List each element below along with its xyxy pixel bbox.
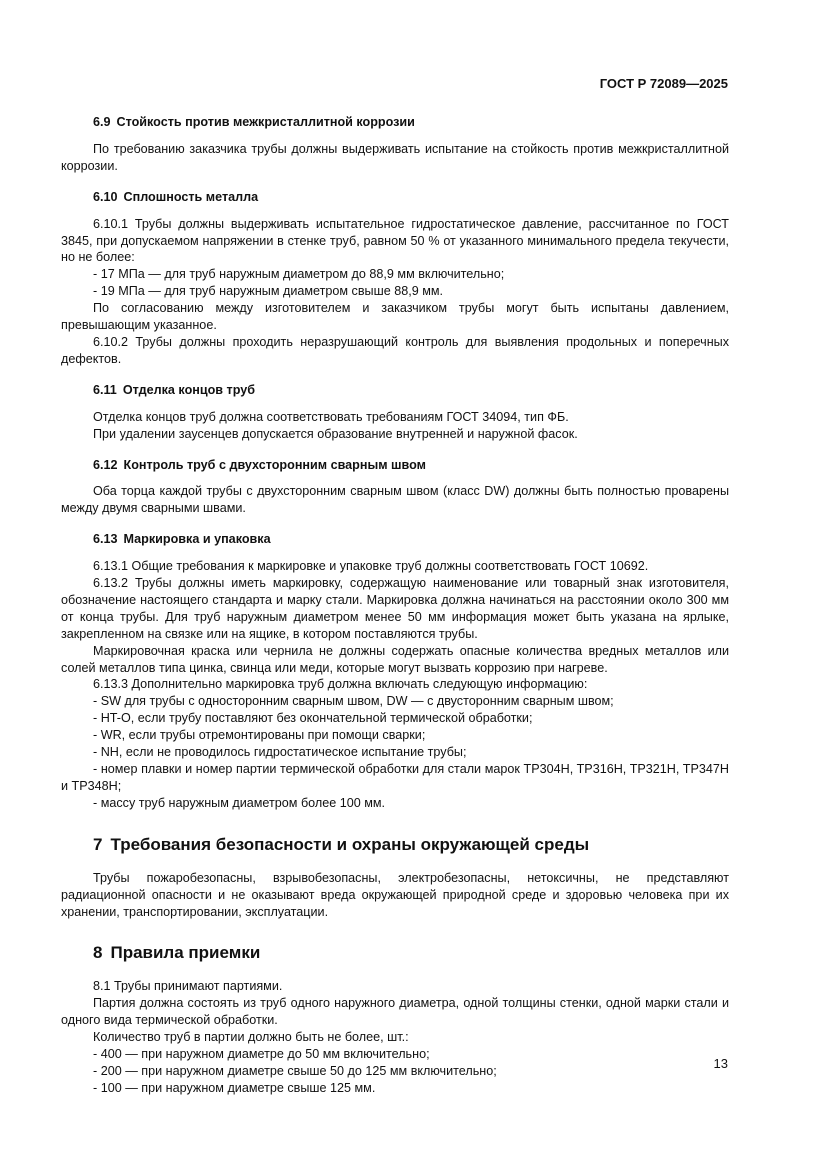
list-item: - WR, если трубы отремонтированы при помощи сварки; bbox=[93, 728, 426, 743]
list-item: - номер плавки и номер партии термической обработки для стали марок TP304H, TP316H, TP321H, TP347H и TP348H; bbox=[61, 762, 729, 793]
section-number: 6.12 bbox=[93, 457, 118, 472]
paragraph: Партия должна состоять из труб одного наружного диаметра, одной толщины стенки, одной марки стали и одного вида термической обработки. bbox=[61, 996, 729, 1028]
section-number: 6.9 bbox=[93, 115, 111, 129]
paragraph: Количество труб в партии должно быть не более, шт.: bbox=[93, 1030, 409, 1045]
section-title: Стойкость против межкристаллитной коррозии bbox=[116, 115, 415, 129]
paragraph: 6.10.2 Трубы должны проходить неразрушающий контроль для выявления продольных и поперечных дефектов. bbox=[61, 334, 729, 366]
list-item: - 17 МПа — для труб наружным диаметром до 88,9 мм включительно; bbox=[93, 267, 505, 282]
list-item: - 100 — при наружном диаметре свыше 125 мм. bbox=[93, 1080, 376, 1095]
section-title: Маркировка и упаковка bbox=[123, 532, 271, 547]
section-number: 6.10 bbox=[93, 189, 118, 204]
standard-designation: ГОСТ Р 72089—2025 bbox=[599, 76, 728, 91]
chapter-title: Правила приемки bbox=[110, 943, 261, 963]
paragraph: По согласованию между изготовителем и заказчиком трубы могут быть испытаны давлением, превышающим указанное. bbox=[61, 301, 729, 333]
paragraph: 6.13.1 Общие требования к маркировке и упаковке труб должны соответствовать ГОСТ 10692. bbox=[93, 559, 649, 574]
chapter-title: Требования безопасности и охраны окружающей среды bbox=[110, 834, 590, 854]
section-title: Отделка концов труб bbox=[122, 382, 256, 397]
section-heading-6-13 bbox=[61, 531, 729, 548]
paragraph: 8.1 Трубы принимают партиями. bbox=[93, 979, 283, 994]
paragraph: Отделка концов труб должна соответствовать требованиям ГОСТ 34094, тип ФБ. bbox=[93, 409, 569, 424]
section-heading-6-11 bbox=[61, 382, 729, 399]
list-item: - 19 МПа — для труб наружным диаметром свыше 88,9 мм. bbox=[93, 284, 444, 299]
section-title: Контроль труб с двухсторонним сварным швом bbox=[123, 457, 426, 472]
list-item: - SW для трубы с односторонним сварным швом, DW — с двусторонним сварным швом; bbox=[93, 694, 614, 709]
page-number: 13 bbox=[713, 1056, 728, 1071]
section-heading-6-12 bbox=[61, 457, 729, 474]
chapter-heading-7 bbox=[61, 834, 729, 856]
page-content bbox=[61, 114, 729, 1097]
paragraph: 6.13.3 Дополнительно маркировка труб должна включать следующую информацию: bbox=[93, 677, 588, 692]
paragraph: Маркировочная краска или чернила не должны содержать опасные количества вредных металлов или солей металлов типа цинка, свинца или меди, которые могут вызвать коррозию при нагреве. bbox=[61, 643, 729, 675]
paragraph: 6.13.2 Трубы должны иметь маркировку, содержащую наименование или товарный знак изготовителя, обозначение настоящего стандарта и марку стали. Маркировка должна начинаться на расстоянии около 300 мм от конца трубы. Для труб наружным диаметром менее 50 мм информация может быть указана на ярлыке, закрепленном на связке или на ящике, в котором поставляются трубы. bbox=[61, 576, 729, 641]
section-title: Сплошность металла bbox=[123, 189, 259, 204]
list-item: - NH, если не проводилось гидростатическое испытание трубы; bbox=[93, 745, 467, 760]
paragraph: 6.10.1 Трубы должны выдерживать испытательное гидростатическое давление, рассчитанное по ГОСТ 3845, при допускаемом напряжении в стенке труб, равном 50 % от указанного минимального предела текучести, но не более: bbox=[61, 216, 729, 265]
list-item: - HT-O, если трубу поставляют без окончательной термической обработки; bbox=[93, 711, 533, 726]
section-heading-6-9 bbox=[61, 114, 729, 131]
paragraph: При удалении заусенцев допускается образование внутренней и наружной фасок. bbox=[93, 426, 578, 441]
chapter-heading-8 bbox=[61, 942, 729, 964]
list-item: - массу труб наружным диаметром более 100 мм. bbox=[93, 795, 386, 810]
section-number: 6.11 bbox=[93, 382, 117, 397]
paragraph: По требованию заказчика трубы должны выдерживать испытание на стойкость против межкристаллитной коррозии. bbox=[61, 141, 729, 173]
list-item: - 400 — при наружном диаметре до 50 мм включительно; bbox=[93, 1047, 430, 1062]
paragraph: Трубы пожаробезопасны, взрывобезопасны, электробезопасны, нетоксичны, не представляют радиационной опасности и не оказывают вреда окружающей природной среде и здоровью человека при их хранении, транспортировании, эксплуатации. bbox=[61, 870, 729, 919]
section-number: 6.13 bbox=[93, 532, 118, 547]
section-heading-6-10 bbox=[61, 189, 729, 206]
chapter-number: 8 bbox=[93, 943, 103, 963]
list-item: - 200 — при наружном диаметре свыше 50 до 125 мм включительно; bbox=[93, 1063, 497, 1078]
chapter-number: 7 bbox=[93, 834, 103, 854]
paragraph: Оба торца каждой трубы с двухсторонним сварным швом (класс DW) должны быть полностью проварены между двумя сварными швами. bbox=[61, 484, 729, 516]
